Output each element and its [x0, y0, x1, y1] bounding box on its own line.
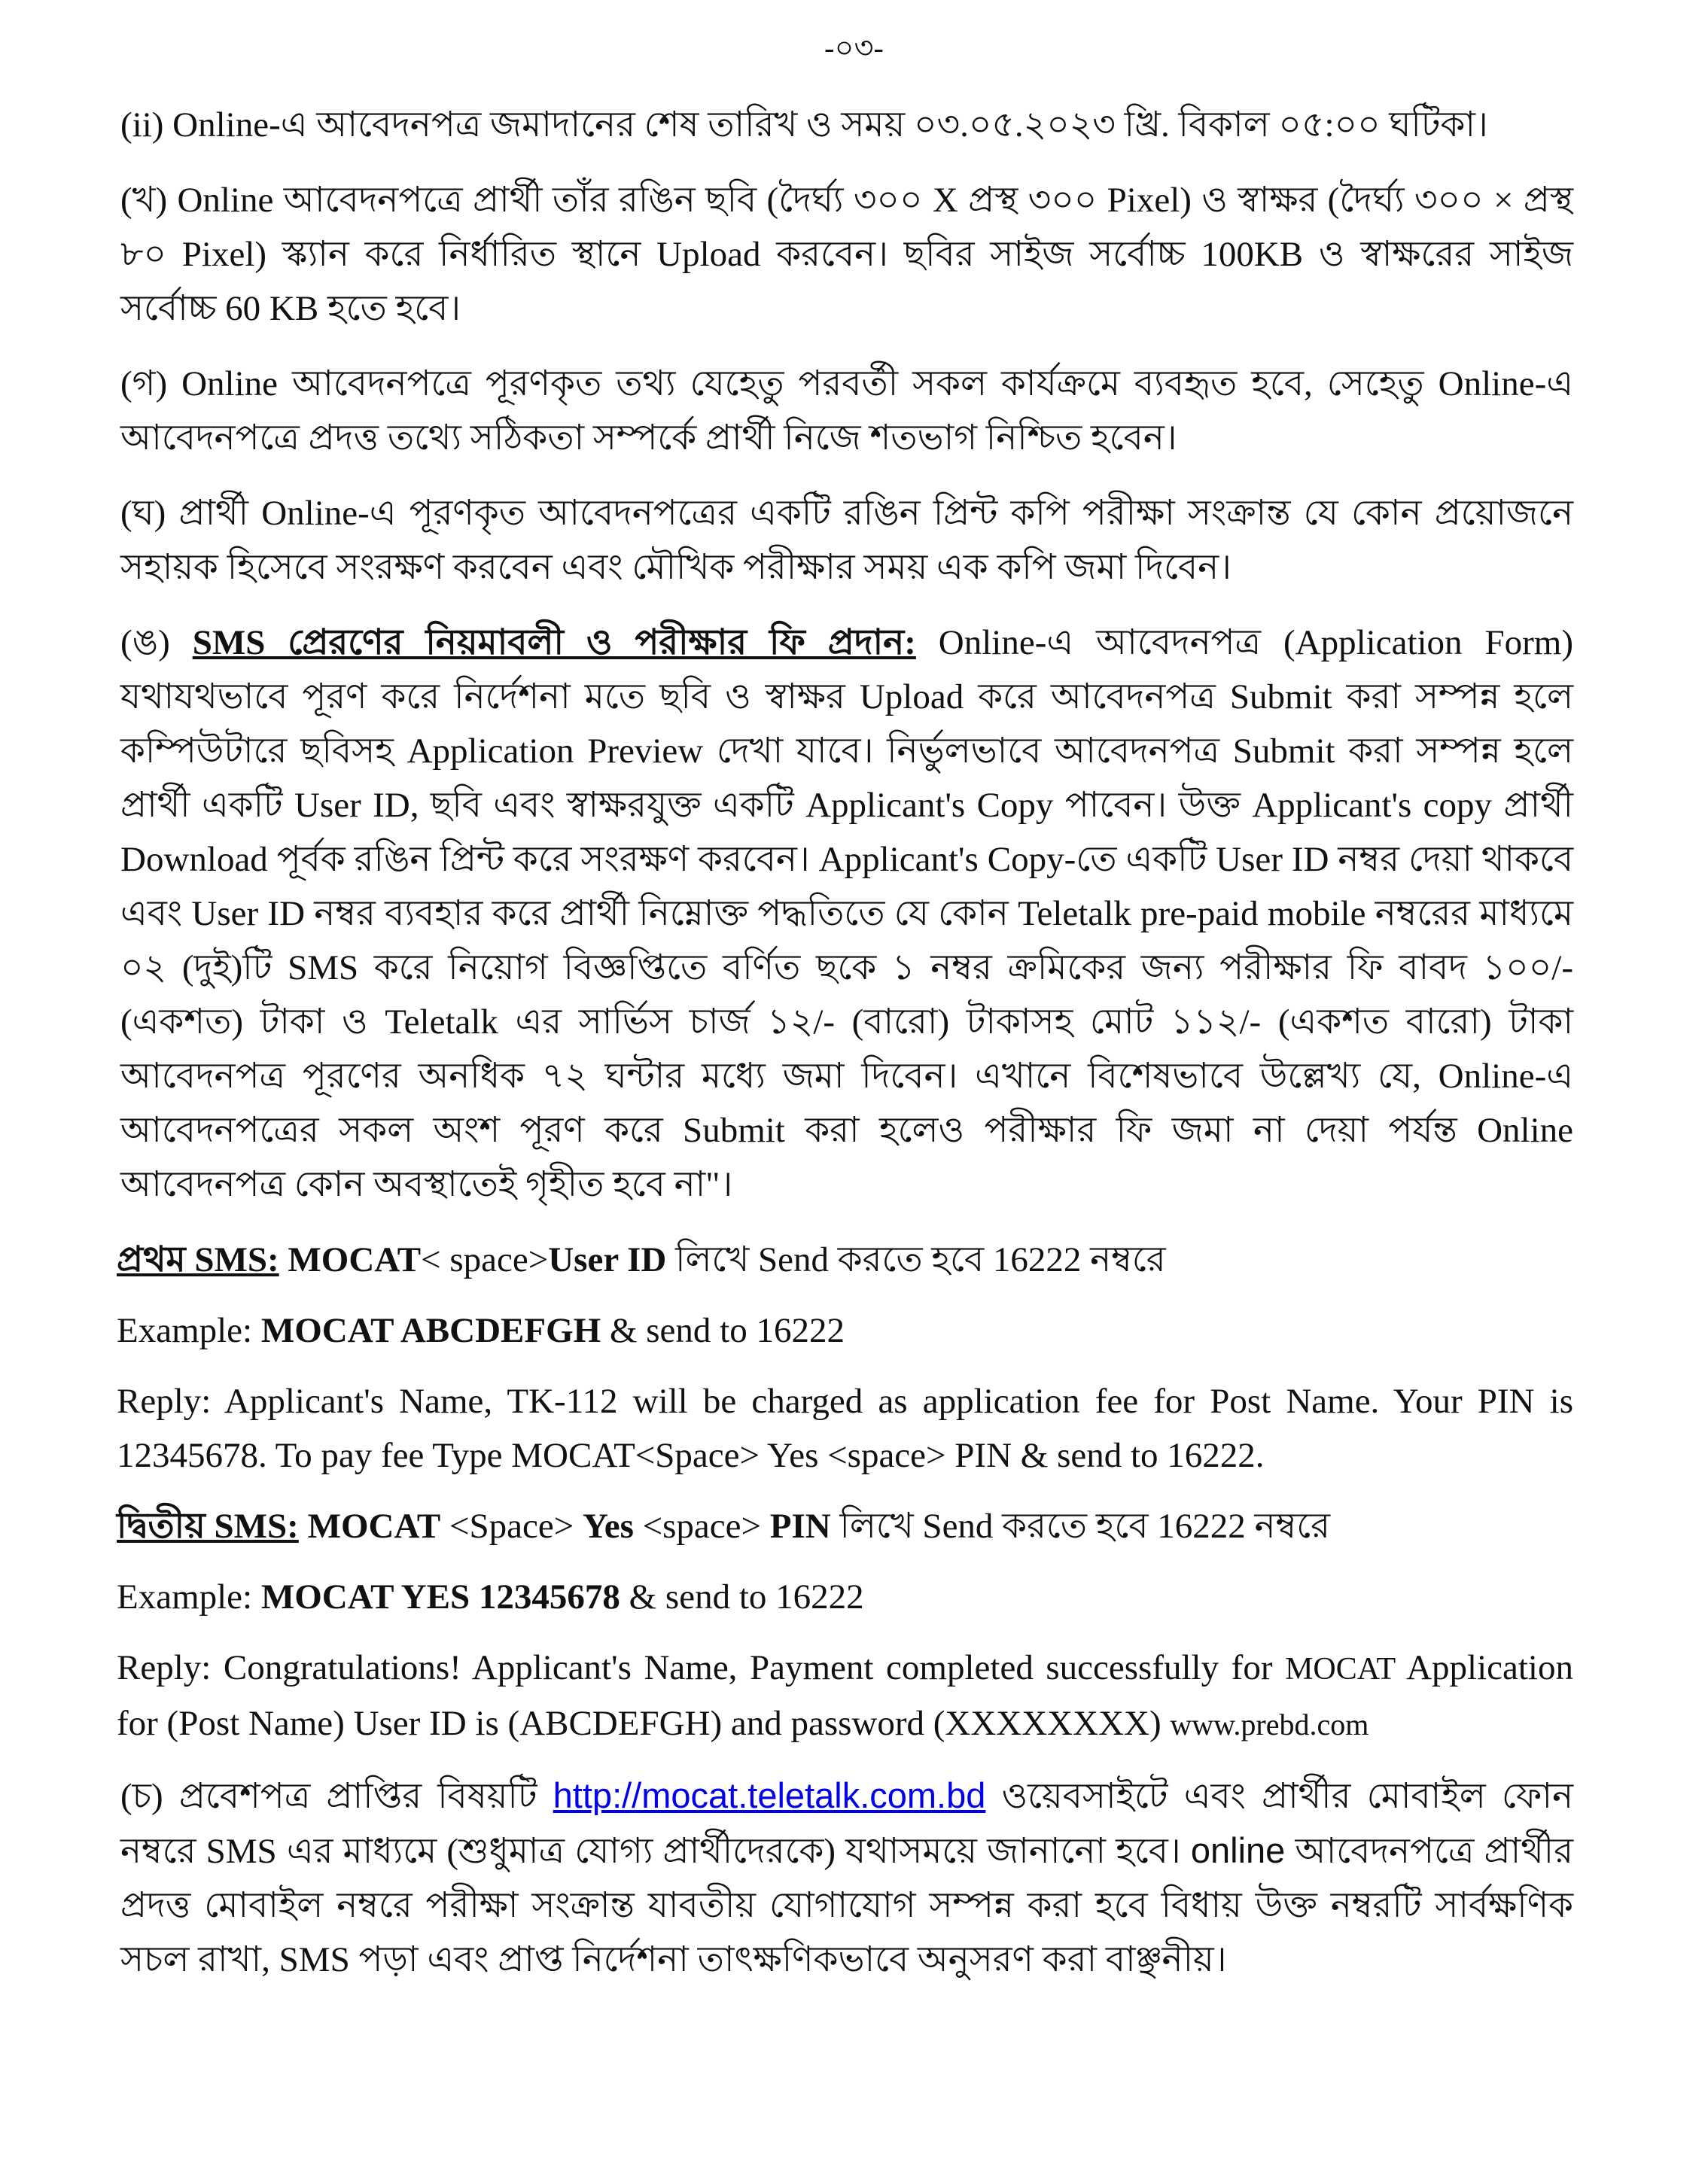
- example-label: Example:: [117, 1577, 261, 1617]
- first-sms-example: [117, 1303, 1573, 1358]
- admit-card-tail: আবেদনপত্রে প্রার্থীর প্রদত্ত মোবাইল নম্বরে পরীক্ষা সংক্রান্ত যাবতীয় যোগাযোগ সম্পন্ন করা হবে বিধায় উক্ত নম্বরটি সার্বক্ষণিক সচল রাখা, SMS পড়া এবং প্রাপ্ত নির্দেশনা তাৎক্ষণিকভাবে অনুসরণ করা বাঞ্ছনীয়।: [120, 1832, 1573, 1979]
- sms-pin-token: PIN: [769, 1507, 831, 1546]
- sms-rules-heading: SMS প্রেরণের নিয়মাবলী ও পরীক্ষার ফি প্রদান:: [192, 623, 916, 662]
- teletalk-link[interactable]: http://mocat.teletalk.com.bd: [553, 1775, 986, 1815]
- document-body: [117, 98, 1573, 2008]
- reply-text: Reply: Congratulations! Applicant's Name, Payment completed successfully for: [117, 1648, 1286, 1687]
- example-value: MOCAT YES 12345678: [260, 1577, 620, 1617]
- first-sms-section: [117, 1233, 1573, 1483]
- admit-card-middle: ওয়েবসাইটে এবং প্রার্থীর মোবাইল ফোন নম্বরে SMS এর মাধ্যমে (শুধুমাত্র যোগ্য প্রার্থীদেরকে) যথাসময়ে জানানো হবে।: [120, 1777, 1573, 1871]
- paragraph-print-copy: (ঘ) প্রার্থী Online-এ পূরণকৃত আবেদনপত্রের একটি রঙিন প্রিন্ট কপি পরীক্ষা সংক্রান্ত যে কোন প্রয়োজনে সহায়ক হিসেবে সংরক্ষণ করবেন এবং মৌখিক পরীক্ষার সময় এক কপি জমা দিবেন।: [120, 494, 1573, 587]
- reply-text-continued: Application for (Post Name) User ID is (ABCDEFGH) and password (XXXXXXXX): [117, 1648, 1573, 1743]
- sms-space-token: <Space>: [440, 1507, 583, 1546]
- example-tail: & send to 16222: [601, 1311, 845, 1350]
- sms-send-instruction: লিখে Send করতে হবে 16222 নম্বরে: [666, 1240, 1166, 1279]
- paragraph-information-accuracy: (গ) Online আবেদনপত্রে পূরণকৃত তথ্য যেহেতু পরবর্তী সকল কার্যক্রমে ব্যবহৃত হবে, সেহেতু Online-এ আবেদনপত্রে প্রদত্ত তথ্যে সঠিকতা সম্পর্কে প্রার্থী নিজে শতভাগ নিশ্চিত হবেন।: [120, 364, 1573, 458]
- online-word: online: [1190, 1830, 1286, 1870]
- sms-space-token: <space>: [633, 1507, 770, 1546]
- sms-space-token: < space>: [421, 1240, 549, 1279]
- paragraph-prefix: (ঙ): [120, 623, 193, 662]
- second-sms-section: [117, 1499, 1573, 1752]
- second-sms-label: দ্বিতীয় SMS:: [117, 1507, 299, 1546]
- second-sms-example: [117, 1570, 1573, 1624]
- reply-website: www.prebd.com: [1170, 1708, 1369, 1741]
- second-sms-instruction: [117, 1499, 1573, 1553]
- paragraph-deadline: (ii) Online-এ আবেদনপত্র জমাদানের শেষ তারিখ ও সময় ০৩.০৫.২০২৩ খ্রি. বিকাল ০৫:০০ ঘটিকা।: [120, 105, 1488, 144]
- example-value: MOCAT ABCDEFGH: [260, 1311, 601, 1350]
- sms-keyword: MOCAT: [279, 1240, 422, 1279]
- sms-user-id-token: User ID: [548, 1240, 667, 1279]
- page-number: -০৩-: [824, 31, 884, 65]
- paragraph-photo-signature: (খ) Online আবেদনপত্রে প্রার্থী তাঁর রঙিন ছবি (দৈর্ঘ্য ৩০০ X প্রস্থ ৩০০ Pixel) ও স্বাক্ষর (দৈর্ঘ্য ৩০০ × প্রস্থ ৮০ Pixel) স্ক্যান করে নির্ধারিত স্থানে Upload করবেন। ছবির সাইজ সর্বোচ্চ 100KB ও স্বাক্ষরের সাইজ সর্বোচ্চ 60 KB হতে হবে।: [120, 181, 1573, 328]
- admit-card-prefix: (চ) প্রবেশপত্র প্রাপ্তির বিষয়টি: [120, 1777, 553, 1816]
- second-sms-reply: [117, 1641, 1573, 1752]
- example-label: Example:: [117, 1311, 261, 1350]
- sms-rules-body: Online-এ আবেদনপত্র (Application Form) যথাযথভাবে পূরণ করে নির্দেশনা মতে ছবি ও স্বাক্ষর Upload করে আবেদনপত্র Submit করা সম্পন্ন হলে কম্পিউটারে ছবিসহ Application Preview দেখা যাবে। নির্ভুলভাবে আবেদনপত্র Submit করা সম্পন্ন হলে প্রার্থী একটি User ID, ছবি এবং স্বাক্ষরযুক্ত একটি Applicant's Copy পাবেন। উক্ত Applicant's copy প্রার্থী Download পূর্বক রঙিন প্রিন্ট করে সংরক্ষণ করবেন। Applicant's Copy-তে একটি User ID নম্বর দেয়া থাকবে এবং User ID নম্বর ব্যবহার করে প্রার্থী নিম্নোক্ত পদ্ধতিতে যে কোন Teletalk pre-paid mobile নম্বরের মাধ্যমে ০২ (দুই)টি SMS করে নিয়োগ বিজ্ঞপ্তিতে বর্ণিত ছকে ১ নম্বর ক্রমিকের জন্য পরীক্ষার ফি বাবদ ১০০/- (একশত) টাকা ও Teletalk এর সার্ভিস চার্জ ১২/- (বারো) টাকাসহ মোট ১১২/- (একশত বারো) টাকা আবেদনপত্র পূরণের অনধিক ৭২ ঘন্টার মধ্যে জমা দিবেন। এখানে বিশেষভাবে উল্লেখ্য যে, Online-এ আবেদনপত্রের সকল অংশ পূরণ করে Submit করা হলেও পরীক্ষার ফি জমা না দেয়া পর্যন্ত Online আবেদনপত্র কোন অবস্থাতেই গৃহীত হবে না"।: [120, 623, 1573, 1204]
- sms-send-instruction: লিখে Send করতে হবে 16222 নম্বরে: [830, 1507, 1331, 1546]
- paragraph-admit-card: [120, 1769, 1573, 1987]
- example-tail: & send to 16222: [620, 1577, 864, 1617]
- sms-keyword: MOCAT: [298, 1507, 441, 1546]
- reply-mocat: MOCAT: [1285, 1652, 1396, 1687]
- paragraph-sms-rules: [120, 616, 1573, 1212]
- sms-yes-token: Yes: [582, 1507, 634, 1546]
- first-sms-label: প্রথম SMS:: [117, 1240, 279, 1279]
- first-sms-instruction: [117, 1233, 1573, 1287]
- first-sms-reply: Reply: Applicant's Name, TK-112 will be charged as application fee for Post Name. Your PIN is 12345678. To pay fee Type MOCAT<Space> Yes <space> PIN & send to 16222.: [117, 1382, 1573, 1475]
